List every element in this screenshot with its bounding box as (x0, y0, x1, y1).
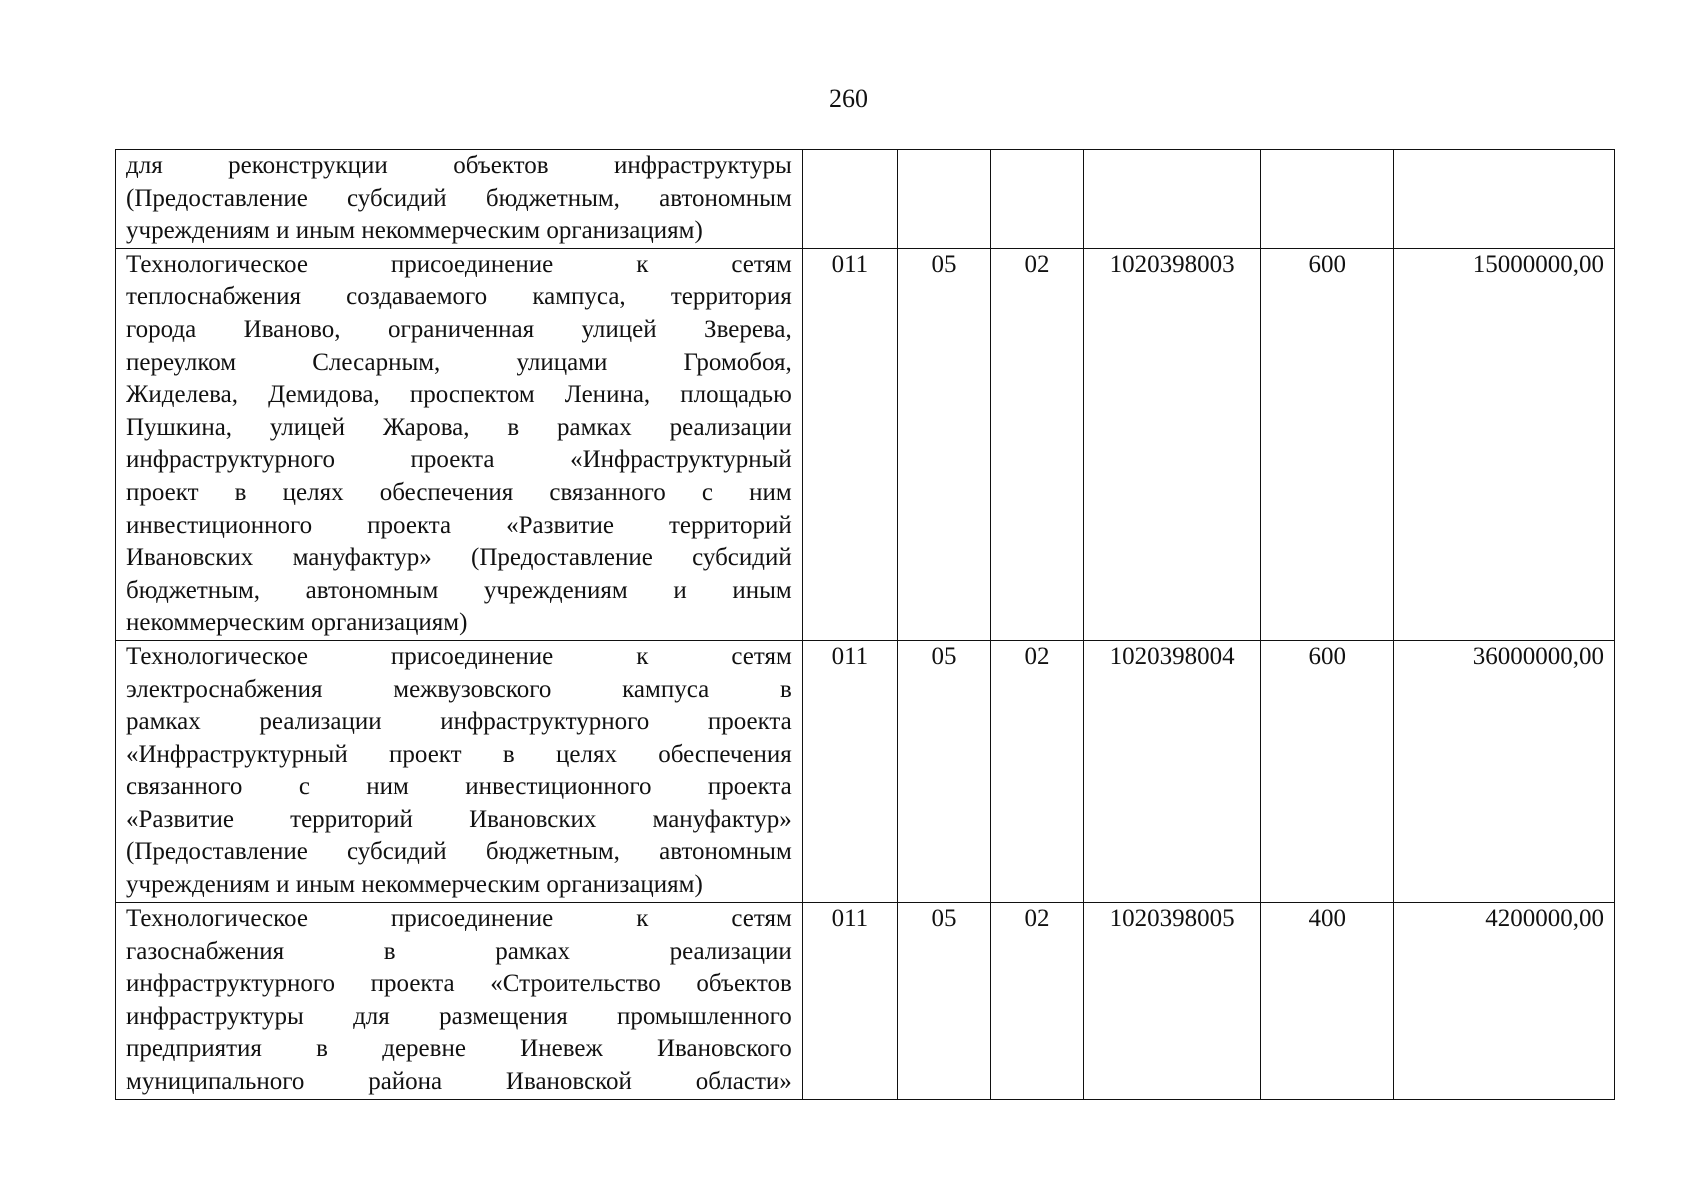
subsection-code-cell: 02 (990, 902, 1083, 1099)
description-line: «Инфраструктурный проект в целях обеспечения (126, 740, 792, 768)
amount-cell (1394, 150, 1615, 249)
description-line: Пушкина, улицей Жарова, в рамках реализации (126, 413, 792, 441)
description-line: предприятия в деревне Иневеж Ивановского (126, 1035, 792, 1063)
description-line: для реконструкции объектов инфраструктуры (126, 152, 792, 179)
description-line: Технологическое присоединение к сетям (126, 250, 792, 278)
budget-table (115, 149, 1615, 1100)
ministry-code-cell: 011 (802, 640, 897, 902)
subsection-code-cell: 02 (990, 640, 1083, 902)
description-line: муниципального района Ивановской области» (126, 1067, 792, 1095)
description-line: Ивановских мануфактур» (Предоставление субсидий (126, 544, 792, 572)
expense-type-cell: 400 (1261, 902, 1394, 1099)
amount-cell: 15000000,00 (1394, 248, 1615, 640)
target-article-cell: 1020398005 (1083, 902, 1260, 1099)
amount-cell: 36000000,00 (1394, 640, 1615, 902)
description-line: инвестиционного проекта «Развитие территорий (126, 511, 792, 539)
description-line: учреждениям и иным некоммерческим организациям) (126, 217, 703, 245)
table-row (116, 150, 1615, 249)
row-description (116, 640, 803, 902)
description-line: инфраструктуры для размещения промышленного (126, 1002, 792, 1030)
table-row (116, 248, 1615, 640)
target-article-cell (1083, 150, 1260, 249)
description-line: инфраструктурного проекта «Строительство объектов (126, 970, 792, 998)
description-line: некоммерческим организациям) (126, 609, 468, 637)
description-line: инфраструктурного проекта «Инфраструктурный (126, 446, 792, 474)
description-line: электроснабжения межвузовского кампуса в (126, 675, 792, 703)
row-description (116, 150, 803, 249)
section-code-cell (897, 150, 990, 249)
description-line: (Предоставление субсидий бюджетным, автономным (126, 838, 792, 866)
expense-type-cell (1261, 150, 1394, 249)
ministry-code-cell (802, 150, 897, 249)
subsection-code-cell (990, 150, 1083, 249)
expense-type-cell: 600 (1261, 248, 1394, 640)
description-line: переулком Слесарным, улицами Громобоя, (126, 348, 792, 376)
description-line: теплоснабжения создаваемого кампуса, территория (126, 283, 792, 311)
section-code-cell: 05 (897, 640, 990, 902)
description-line: (Предоставление субсидий бюджетным, автономным (126, 184, 792, 212)
ministry-code-cell: 011 (802, 248, 897, 640)
description-line: газоснабжения в рамках реализации (126, 937, 792, 965)
description-line: «Развитие территорий Ивановских мануфактур» (126, 805, 792, 833)
row-description (116, 902, 803, 1099)
description-line: города Иваново, ограниченная улицей Зверева, (126, 315, 792, 343)
row-description (116, 248, 803, 640)
description-line: Технологическое присоединение к сетям (126, 904, 792, 932)
target-article-cell: 1020398004 (1083, 640, 1260, 902)
table-row (116, 902, 1615, 1099)
amount-cell: 4200000,00 (1394, 902, 1615, 1099)
section-code-cell: 05 (897, 902, 990, 1099)
subsection-code-cell: 02 (990, 248, 1083, 640)
description-line: Жиделева, Демидова, проспектом Ленина, площадью (126, 381, 792, 409)
page-number: 260 (829, 84, 868, 113)
table-row (116, 640, 1615, 902)
ministry-code-cell: 011 (802, 902, 897, 1099)
section-code-cell: 05 (897, 248, 990, 640)
description-line: Технологическое присоединение к сетям (126, 642, 792, 670)
target-article-cell: 1020398003 (1083, 248, 1260, 640)
expense-type-cell: 600 (1261, 640, 1394, 902)
description-line: связанного с ним инвестиционного проекта (126, 773, 792, 801)
description-line: учреждениям и иным некоммерческим организациям) (126, 871, 703, 899)
description-line: проект в целях обеспечения связанного с ним (126, 478, 792, 506)
description-line: рамках реализации инфраструктурного проекта (126, 708, 792, 736)
description-line: бюджетным, автономным учреждениям и иным (126, 576, 792, 604)
